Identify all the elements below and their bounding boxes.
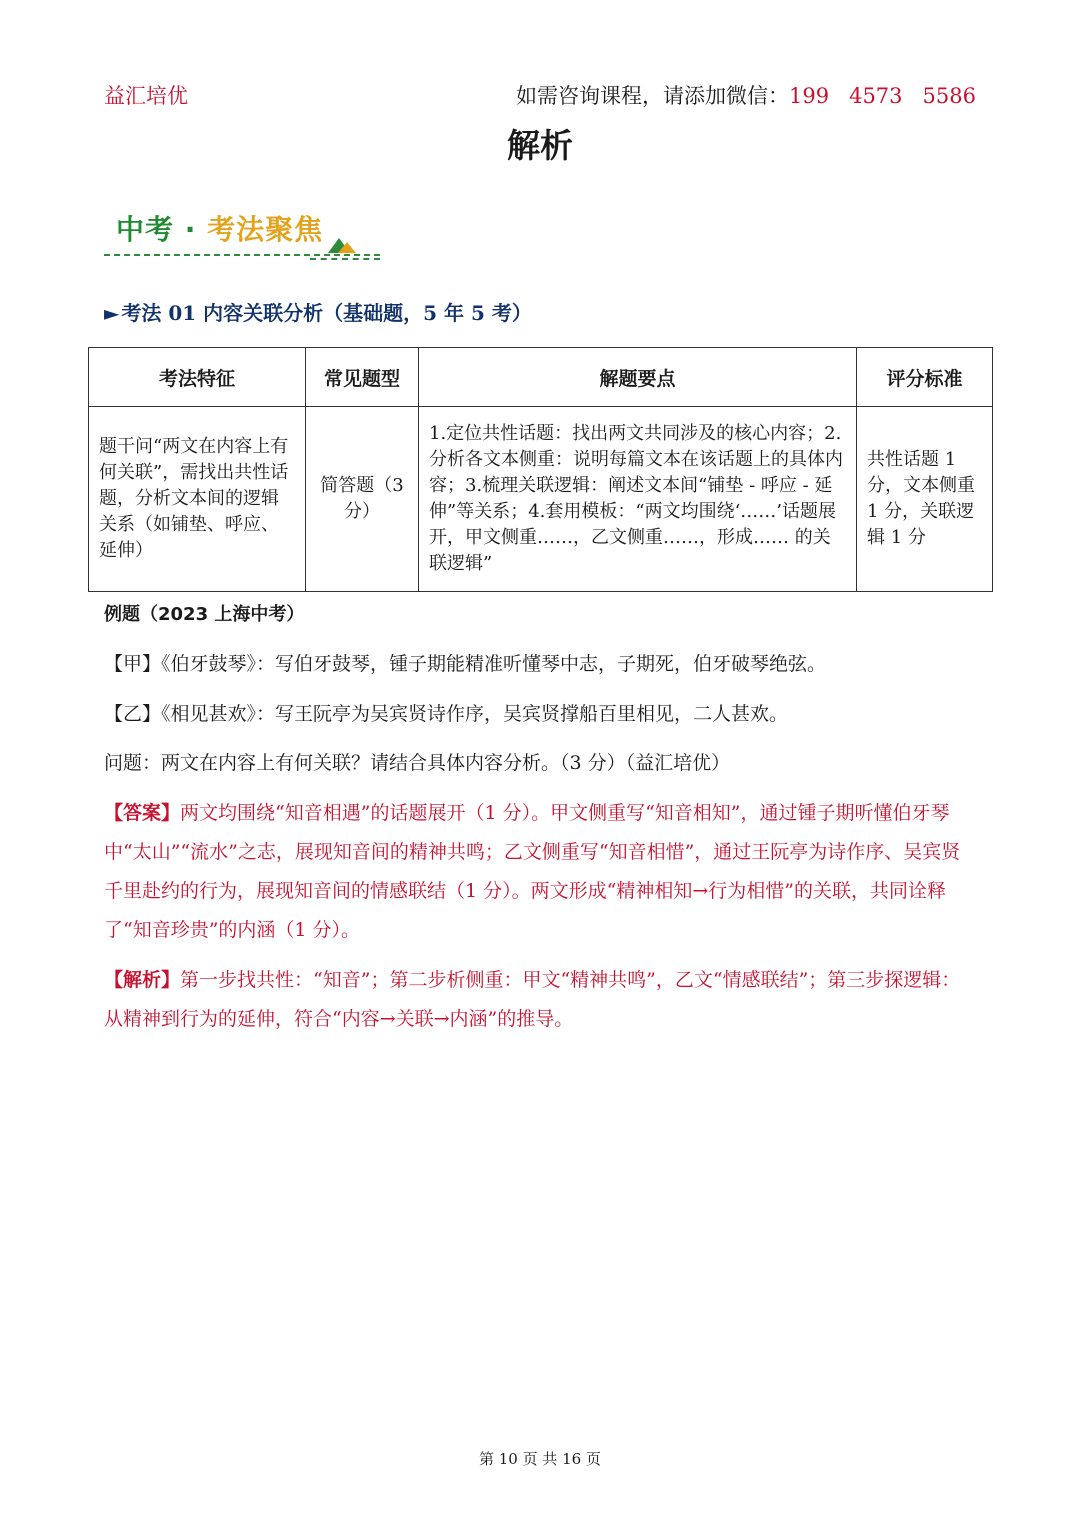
banner-underline <box>104 254 380 256</box>
contact-info <box>516 80 976 110</box>
analysis-text: 第一步找共性：“知音”；第二步析侧重：甲文“精神共鸣”，乙文“情感联结”；第三步探逻辑：从精神到行为的延伸，符合“内容→关联→内涵”的推导。 <box>104 969 961 1030</box>
analysis-block <box>104 961 978 1039</box>
method-table <box>88 347 993 592</box>
section-title: 考法 01 内容关联分析（基础题，5 年 5 考） <box>121 301 532 325</box>
example-question: 问题：两文在内容上有何关联？请结合具体内容分析。（3 分）（益汇培优） <box>104 752 731 774</box>
example-yi: 【乙】《相见甚欢》：写王阮亭为吴宾贤诗作序，吴宾贤撑船百里相见，二人甚欢。 <box>104 703 789 725</box>
table-header: 考法特征 <box>89 348 306 407</box>
banner-part2: 考法聚焦 <box>207 213 324 246</box>
table-header: 解题要点 <box>419 348 857 407</box>
brand-name: 益汇培优 <box>104 84 188 108</box>
page-footer: 第 10 页 共 16 页 <box>478 1450 601 1468</box>
triangle-icon: ► <box>104 301 120 325</box>
table-cell-scoring: 共性话题 1 分，文本侧重 1 分，关联逻辑 1 分 <box>857 407 993 592</box>
contact-label: 如需咨询课程，请添加微信： <box>515 84 789 108</box>
section-banner <box>104 206 384 262</box>
analysis-label: 【解析】 <box>104 969 181 991</box>
example-title: 例题（2023 上海中考） <box>104 604 305 625</box>
wechat-number: 199 4573 5586 <box>788 84 976 108</box>
banner-text <box>116 208 323 248</box>
answer-text: 两文均围绕“知音相遇”的话题展开（1 分）。甲文侧重写“知音相知”，通过锺子期听懂伯牙琴中“太山”“流水”之志，展现知音间的精神共鸣；乙文侧重写“知音相惜”，通过王阮亭为诗作序、吴宾贤千里赴约的行为，展现知音间的情感联结（1 分）。两文形成“精神相知→行为相惜”的关联，共同诠释了“知音珍贵”的内涵（1 分）。 <box>104 802 961 941</box>
banner-part1: 中考 <box>116 213 175 246</box>
table-row <box>89 407 993 592</box>
table-header-row <box>89 348 993 407</box>
table-cell-points: 1.定位共性话题：找出两文共同涉及的核心内容；2.分析各文本侧重：说明每篇文本在该话题上的具体内容；3.梳理关联逻辑：阐述文本间“铺垫 - 呼应 - 延伸”等关系；4.套用模板：“两文均围绕‘……’话题展开，甲文侧重……，乙文侧重……，形成…… 的关联逻辑” <box>419 407 857 592</box>
page-title: 解析 <box>507 126 573 165</box>
section-heading <box>104 297 532 326</box>
table-header: 评分标准 <box>857 348 993 407</box>
answer-label: 【答案】 <box>104 802 181 824</box>
banner-underline-2 <box>310 258 380 260</box>
table-header: 常见题型 <box>306 348 419 407</box>
mountain-icon <box>326 232 358 254</box>
banner-dot: · <box>184 213 197 246</box>
answer-block <box>104 794 978 950</box>
example-jia: 【甲】《伯牙鼓琴》：写伯牙鼓琴，锺子期能精准听懂琴中志，子期死，伯牙破琴绝弦。 <box>104 653 827 675</box>
table-cell-feature: 题干问“两文在内容上有何关联”，需找出共性话题，分析文本间的逻辑关系（如铺垫、呼应、延伸） <box>89 407 306 592</box>
table-cell-type: 简答题（3分） <box>306 407 419 592</box>
